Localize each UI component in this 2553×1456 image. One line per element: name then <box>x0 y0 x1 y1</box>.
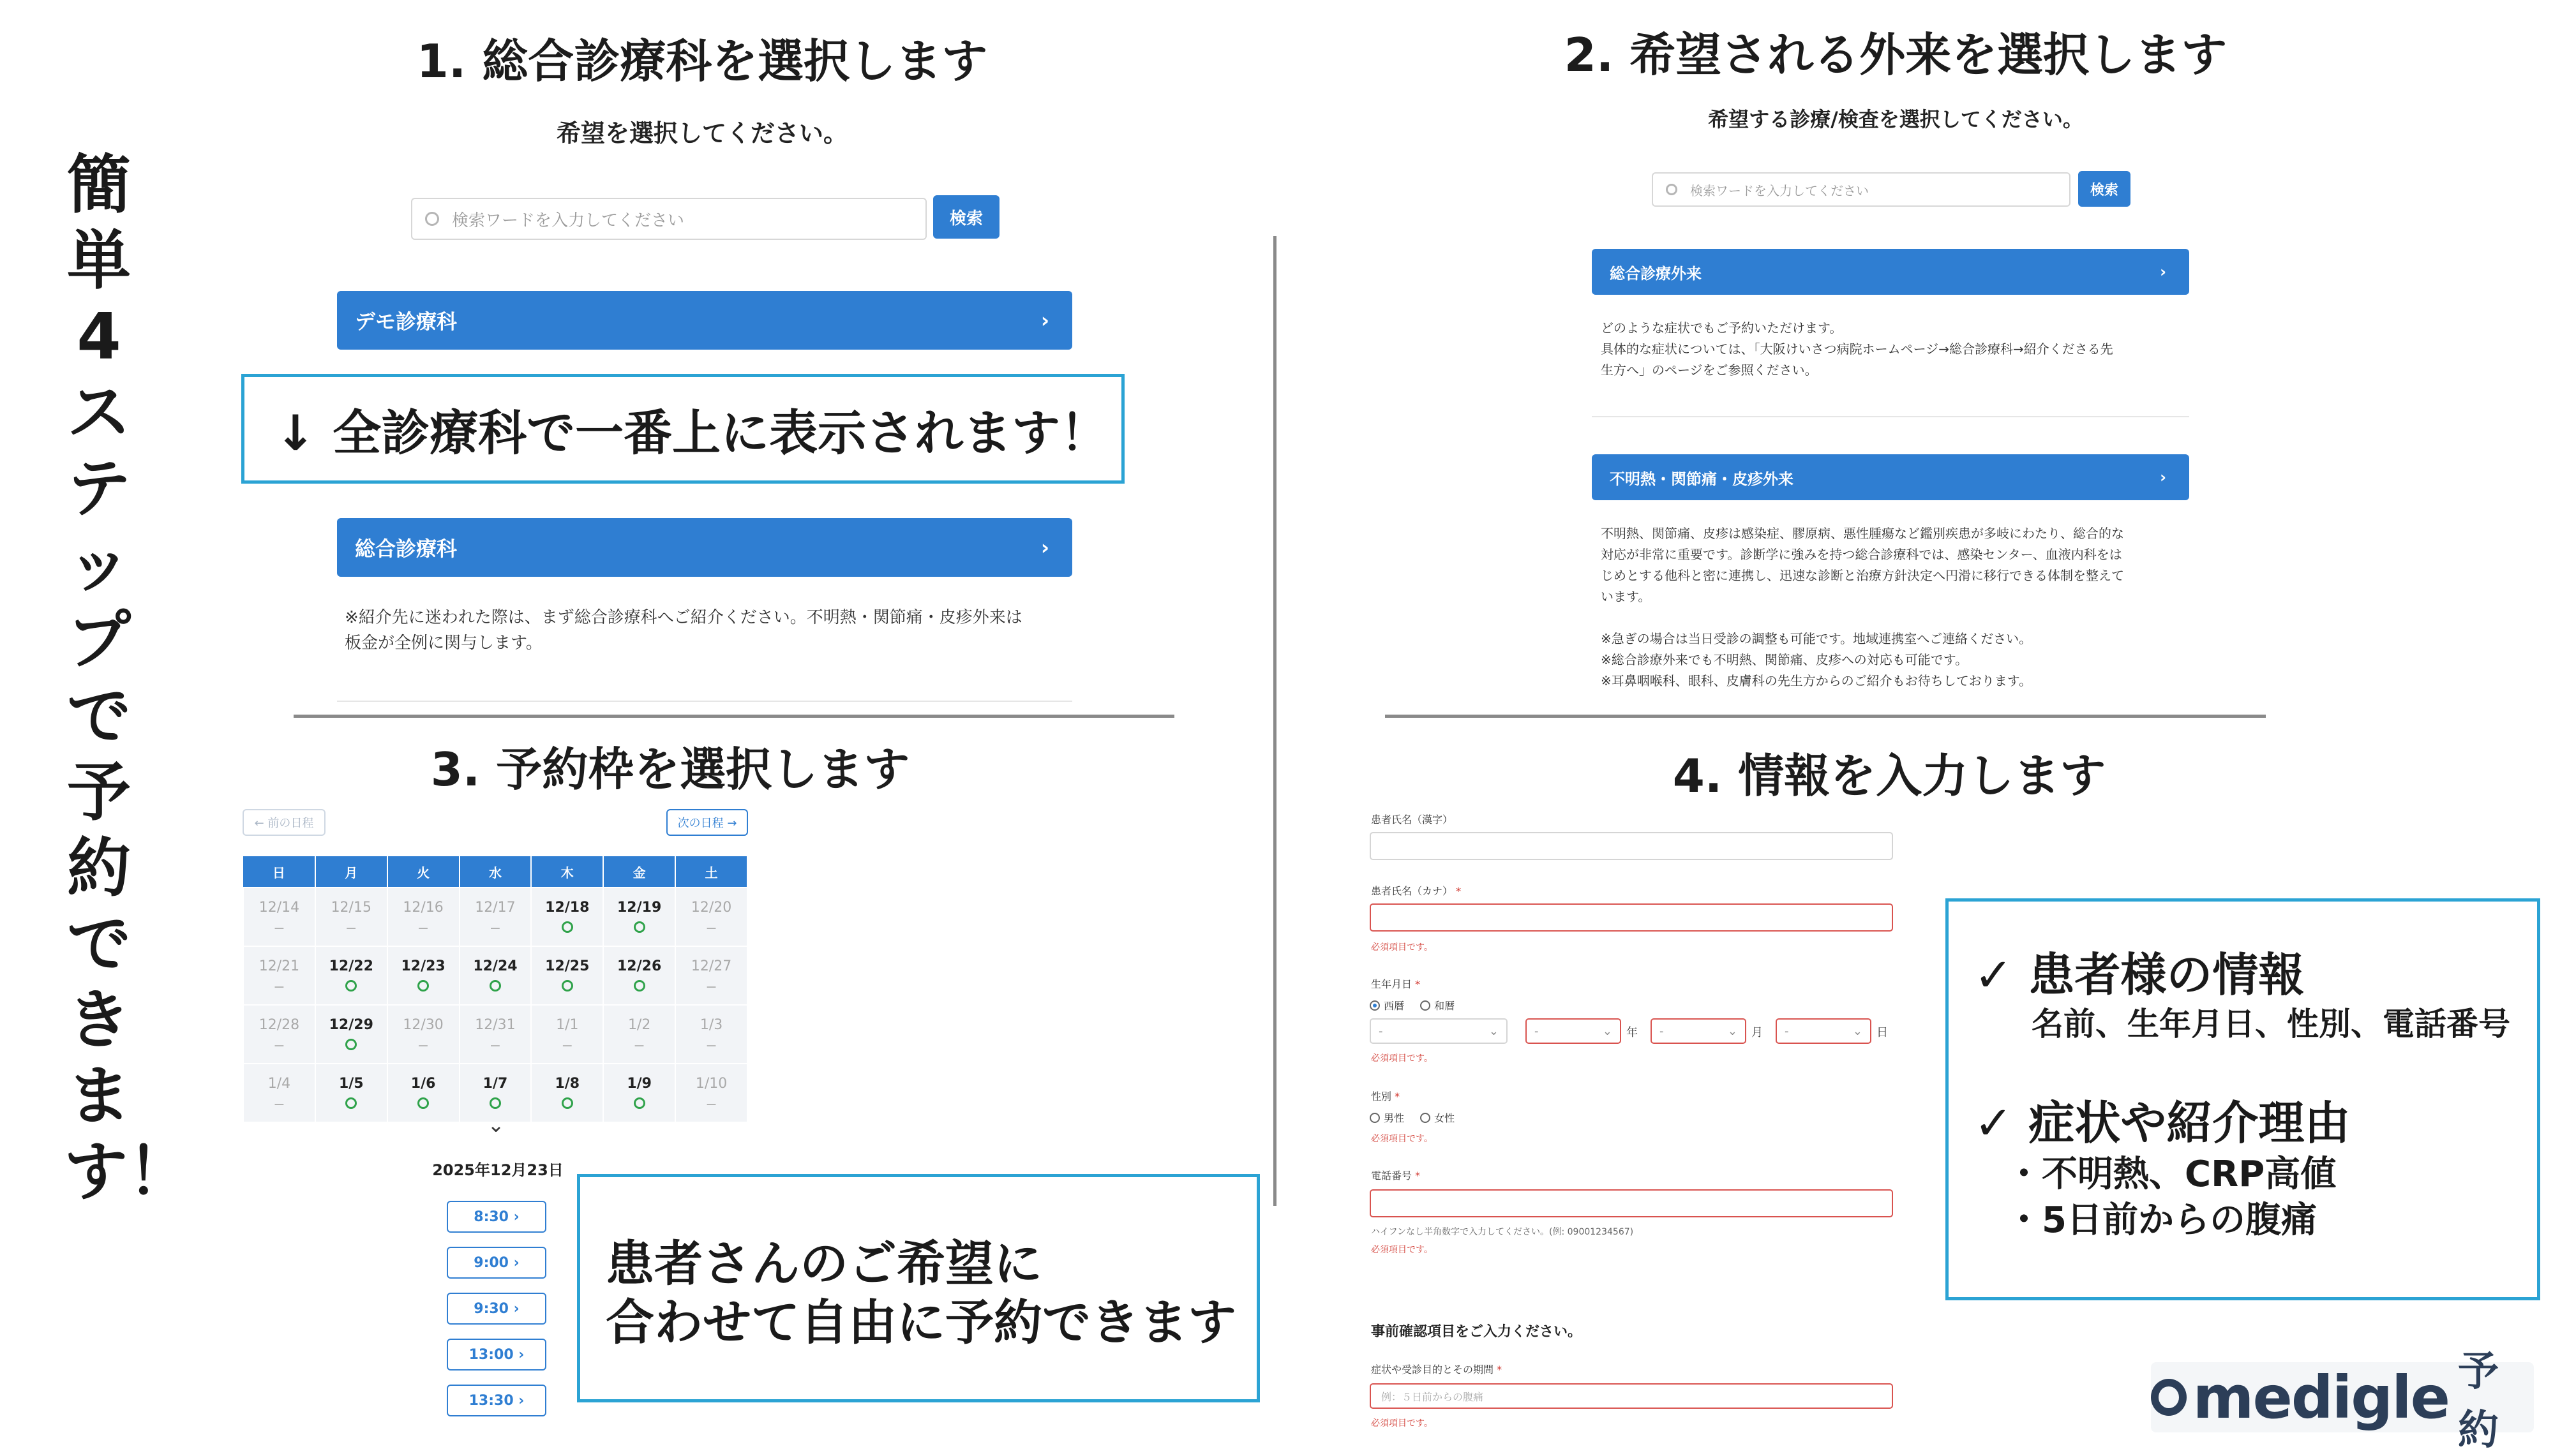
description-line: 具体的な症状については、「大阪けいさつ病院ホームページ→総合診療科→紹介くださる先 <box>1601 341 2113 357</box>
radio-icon <box>1370 1000 1380 1011</box>
phone-label-text: 電話番号 <box>1371 1170 1412 1182</box>
step1-note-line: ※紹介先に迷われた際は、まず総合診療科へご紹介ください。不明熱・関節痛・皮疹外来は <box>345 608 1022 627</box>
description-line: じめとする他科と密に連携し、迅速な診断と治療方針決定へ円滑に移行できる体制を整えて <box>1601 568 2124 583</box>
step1-item-general-label: 総合診療科 <box>355 537 458 561</box>
circle-icon <box>345 980 357 992</box>
chevron-right-icon: › <box>1040 308 1049 332</box>
callout-item2-detail: ・不明熱、CRP高値 <box>2006 1154 2337 1195</box>
unavailable-dash <box>316 921 387 935</box>
calendar-day-unavailable <box>243 888 315 946</box>
calendar-day-available[interactable] <box>531 888 603 946</box>
dash-mark: − <box>417 1037 430 1054</box>
sex-error: 必須項目です。 <box>1371 1134 1433 1144</box>
available-circle-icon <box>316 1038 387 1052</box>
calendar-date: 1/3 <box>700 1016 723 1033</box>
name-kana-input[interactable] <box>1370 903 1893 932</box>
dash-mark: − <box>489 1037 502 1054</box>
calendar-day-available[interactable] <box>315 946 387 1005</box>
symptom-input[interactable] <box>1370 1383 1893 1409</box>
calendar-weekday: 水 <box>460 856 532 888</box>
circle-icon <box>634 921 645 933</box>
dash-mark: − <box>345 920 357 937</box>
step1-item-demo[interactable] <box>337 291 1072 350</box>
step2-item2-description <box>1601 523 2188 692</box>
dash-mark: − <box>489 920 502 937</box>
selected-date: 2025年12月23日 <box>432 1161 564 1179</box>
step3-callout-line: 患者さんのご希望に <box>606 1235 1042 1292</box>
symptom-label-text: 症状や受診目的とその期間 <box>1371 1363 1494 1376</box>
birth-label <box>1371 976 1420 991</box>
calendar-date: 12/18 <box>545 899 590 916</box>
required-mark: * <box>1456 885 1462 897</box>
symptom-placeholder: 例：５日前からの腹痛 <box>1381 1390 1484 1403</box>
time-slot-button[interactable]: 9:00 › <box>447 1247 546 1279</box>
available-circle-icon <box>532 921 603 935</box>
unavailable-dash <box>676 1038 747 1052</box>
calendar-date: 12/27 <box>691 958 732 974</box>
available-circle-icon <box>532 1097 603 1111</box>
step1-callout <box>241 374 1125 484</box>
calendar-date: 1/10 <box>695 1075 728 1092</box>
required-mark: * <box>1415 1170 1421 1182</box>
dash-mark: − <box>417 920 430 937</box>
calendar-day-available[interactable] <box>603 946 675 1005</box>
vertical-divider <box>1273 236 1276 1206</box>
calendar-day-unavailable <box>531 1005 603 1064</box>
step1-search-button[interactable]: 検索 <box>933 195 999 239</box>
circle-icon <box>490 1097 501 1109</box>
calendar-day-unavailable <box>460 1005 532 1064</box>
dash-mark: − <box>273 979 285 995</box>
step2-search-placeholder: 検索ワードを入力してください <box>1690 182 1869 198</box>
calendar-day-unavailable <box>675 888 747 946</box>
dash-mark: − <box>273 1037 285 1054</box>
chevron-down-icon: ⌄ <box>1727 1024 1737 1038</box>
circle-icon <box>562 921 573 933</box>
circle-icon <box>490 980 501 992</box>
calendar-week-row <box>243 946 747 1005</box>
calendar-day-unavailable <box>675 946 747 1005</box>
sex-radio-female[interactable] <box>1420 1110 1455 1125</box>
dash-mark: − <box>705 1037 717 1054</box>
medigle-logo <box>2151 1348 2534 1454</box>
calendar-day-available[interactable] <box>315 1064 387 1122</box>
calendar-date: 1/4 <box>267 1075 291 1092</box>
calendar-day-available[interactable] <box>531 946 603 1005</box>
step1-item-general[interactable] <box>337 518 1072 577</box>
calendar-date: 12/24 <box>473 958 518 974</box>
calendar-date: 12/16 <box>403 899 444 916</box>
calendar-date: 12/14 <box>258 899 300 916</box>
calendar-day-unavailable <box>603 1005 675 1064</box>
calendar-day-available[interactable] <box>460 946 532 1005</box>
calendar-date: 12/19 <box>617 899 662 916</box>
phone-help: ハイフンなし半角数字で入力してください。(例: 09001234567) <box>1371 1227 1634 1237</box>
birth-error: 必須項目です。 <box>1371 1053 1433 1064</box>
year-unit: 年 <box>1626 1026 1638 1039</box>
search-icon <box>425 212 439 226</box>
step3-callout <box>577 1174 1260 1402</box>
calendar-day-unavailable <box>675 1005 747 1064</box>
day-select-value: - <box>1785 1024 1789 1038</box>
unavailable-dash <box>244 1097 315 1111</box>
search-icon <box>1666 184 1677 195</box>
unavailable-dash <box>460 921 531 935</box>
sex-label-text: 性別 <box>1371 1090 1392 1103</box>
circle-icon <box>634 980 645 992</box>
available-circle-icon <box>388 1097 459 1111</box>
calendar-date: 12/23 <box>401 958 445 974</box>
dash-mark: − <box>705 979 717 995</box>
month-select-value: - <box>1659 1024 1664 1038</box>
calendar-date: 1/7 <box>483 1075 508 1092</box>
callout-item1-title: ✓ 患者様の情報 <box>1974 948 2305 1002</box>
day-select[interactable] <box>1776 1018 1871 1044</box>
description-line <box>1601 607 2188 628</box>
symptom-label <box>1371 1362 1502 1376</box>
unavailable-dash <box>460 1038 531 1052</box>
circle-icon <box>345 1097 357 1109</box>
step4-title: 4. 情報を入力します <box>1672 749 2106 803</box>
step2-item-fever-joint-rash[interactable] <box>1592 454 2189 500</box>
dash-mark: − <box>705 920 717 937</box>
name-kana-label-text: 患者氏名（カナ） <box>1371 885 1453 897</box>
step4-callout <box>1945 898 2540 1300</box>
circle-icon <box>417 980 429 992</box>
available-circle-icon <box>388 979 459 993</box>
circle-icon <box>634 1097 645 1109</box>
calendar <box>243 856 748 1123</box>
radio-icon <box>1370 1113 1380 1123</box>
dash-mark: − <box>705 1096 717 1113</box>
month-select[interactable] <box>1651 1018 1746 1044</box>
calendar-date: 1/9 <box>627 1075 652 1092</box>
calendar-date: 12/31 <box>475 1016 516 1033</box>
calendar-week-row <box>243 888 747 946</box>
unavailable-dash <box>532 1038 603 1052</box>
calendar-weekday: 火 <box>387 856 460 888</box>
birth-label-text: 生年月日 <box>1371 978 1412 990</box>
available-circle-icon <box>460 979 531 993</box>
available-circle-icon <box>460 1097 531 1111</box>
time-slot-button[interactable]: 8:30 › <box>447 1201 546 1233</box>
chevron-down-icon: ⌄ <box>1488 1024 1499 1038</box>
description-line: 不明熱、関節痛、皮疹は感染症、膠原病、悪性腫瘍など鑑別疾患が多岐にわたり、総合的な <box>1601 526 2124 541</box>
time-slot-button[interactable]: 9:30 › <box>447 1293 546 1325</box>
calendar-day-unavailable <box>460 888 532 946</box>
era-select[interactable] <box>1370 1018 1508 1044</box>
step1-item-demo-label: デモ診療科 <box>355 309 458 334</box>
step1-note-line: 板金が全例に関与します。 <box>345 634 543 653</box>
unavailable-dash <box>388 921 459 935</box>
calendar-date: 12/28 <box>258 1016 300 1033</box>
step2-item-fever-joint-rash-label: 不明熱・関節痛・皮疹外来 <box>1610 470 1793 488</box>
unavailable-dash <box>244 1038 315 1052</box>
era-option-label: 和暦 <box>1434 1000 1455 1012</box>
day-unit: 日 <box>1876 1026 1888 1039</box>
calendar-date: 12/25 <box>545 958 590 974</box>
calendar-date: 12/29 <box>329 1016 373 1033</box>
available-circle-icon <box>316 1097 387 1111</box>
step2-item-general-outpatient[interactable] <box>1592 249 2189 295</box>
calendar-date: 12/20 <box>691 899 732 916</box>
sex-radio-male[interactable] <box>1370 1110 1404 1125</box>
radio-icon <box>1420 1000 1430 1011</box>
calendar-week-row <box>243 1005 747 1064</box>
chevron-down-icon[interactable]: ⌄ <box>487 1113 505 1137</box>
prev-dates-button[interactable]: ← 前の日程 <box>243 809 326 836</box>
name-kana-error: 必須項目です。 <box>1371 942 1433 953</box>
description-line: どのような症状でもご予約いただけます。 <box>1601 320 1843 336</box>
era-select-value: - <box>1379 1024 1383 1038</box>
calendar-date: 12/17 <box>475 899 516 916</box>
callout-item2-title: ✓ 症状や紹介理由 <box>1974 1096 2351 1150</box>
chevron-right-icon: › <box>1040 535 1049 560</box>
dash-mark: − <box>273 920 285 937</box>
available-circle-icon <box>604 1097 675 1111</box>
description-line: ※耳鼻咽喉科、眼科、皮膚科の先生方からのご紹介もお待ちしております。 <box>1601 673 2032 688</box>
time-slot-button[interactable]: 13:30 › <box>447 1385 546 1416</box>
era-radio-wareki[interactable] <box>1420 998 1455 1013</box>
era-option-label: 西暦 <box>1384 1000 1405 1012</box>
required-mark: * <box>1415 978 1421 990</box>
name-kana-label <box>1371 883 1461 898</box>
calendar-day-available[interactable] <box>315 1005 387 1064</box>
dash-mark: − <box>633 1037 645 1054</box>
unavailable-dash <box>676 979 747 993</box>
unavailable-dash <box>604 1038 675 1052</box>
description-line: います。 <box>1601 589 1651 604</box>
year-select-value: - <box>1534 1024 1539 1038</box>
radio-icon <box>1420 1113 1430 1123</box>
unavailable-dash <box>388 1038 459 1052</box>
step3-title: 3. 予約枠を選択します <box>430 743 910 796</box>
circle-icon <box>562 1097 573 1109</box>
calendar-day-available[interactable] <box>603 1064 675 1122</box>
step2-item1-description <box>1601 318 2188 381</box>
calendar-weekday: 金 <box>603 856 675 888</box>
description-line: 生方へ」のページをご参照ください。 <box>1601 362 1818 378</box>
available-circle-icon <box>532 979 603 993</box>
chevron-down-icon: ⌄ <box>1852 1024 1862 1038</box>
next-dates-button[interactable]: 次の日程 → <box>666 809 748 836</box>
dash-mark: − <box>561 1037 574 1054</box>
calendar-day-unavailable <box>243 1005 315 1064</box>
step1-title: 1. 総合診療科を選択します <box>416 34 988 88</box>
step2-search-button[interactable]: 検索 <box>2078 171 2130 207</box>
logo-q-icon <box>2151 1379 2187 1416</box>
calendar-day-available[interactable] <box>531 1064 603 1122</box>
month-unit: 月 <box>1751 1026 1763 1039</box>
calendar-weekday: 木 <box>531 856 603 888</box>
chevron-down-icon: ⌄ <box>1602 1024 1612 1038</box>
description-line: ※急ぎの場合は当日受診の調整も可能です。地域連携室へご連絡ください。 <box>1601 631 2032 646</box>
divider-right <box>1385 715 2266 718</box>
circle-icon <box>417 1097 429 1109</box>
calendar-day-available[interactable] <box>387 1064 460 1122</box>
phone-input[interactable] <box>1370 1189 1893 1217</box>
calendar-date: 12/21 <box>258 958 300 974</box>
calendar-day-available[interactable] <box>387 946 460 1005</box>
step2-title: 2. 希望される外来を選択します <box>1564 28 2227 82</box>
unavailable-dash <box>244 979 315 993</box>
dash-mark: − <box>273 1096 285 1113</box>
chevron-right-icon: › <box>2160 468 2166 486</box>
sex-option-label: 女性 <box>1434 1112 1455 1124</box>
circle-icon <box>562 980 573 992</box>
chevron-right-icon: › <box>2160 263 2166 281</box>
unavailable-dash <box>244 921 315 935</box>
step2-list-divider <box>1592 416 2189 417</box>
unavailable-dash <box>676 921 747 935</box>
calendar-date: 1/5 <box>338 1075 364 1092</box>
description-line: ※総合診療外来でも不明熱、関節痛、皮疹への対応も可能です。 <box>1601 652 1968 667</box>
calendar-day-unavailable <box>243 1064 315 1122</box>
step1-subtitle: 希望を選択してください。 <box>556 119 848 147</box>
sex-radio-group <box>1370 1110 1467 1125</box>
calendar-day-unavailable <box>387 888 460 946</box>
side-title: 簡単4ステップで予約できます！ <box>64 147 191 1209</box>
calendar-day-unavailable <box>387 1005 460 1064</box>
name-kanji-label: 患者氏名（漢字） <box>1371 813 1453 826</box>
step1-callout-text: ↓ 全診療科で一番上に表示されます！ <box>275 404 1109 461</box>
calendar-date: 1/6 <box>410 1075 436 1092</box>
sex-label <box>1371 1088 1400 1103</box>
circle-icon <box>345 1039 357 1050</box>
time-slot-button[interactable]: 13:00 › <box>447 1339 546 1371</box>
step2-search-input[interactable] <box>1652 172 2070 207</box>
unavailable-dash <box>676 1097 747 1111</box>
era-radio-group <box>1370 998 1467 1013</box>
callout-item2-detail: ・5日前からの腹痛 <box>2006 1200 2317 1241</box>
available-circle-icon <box>604 921 675 935</box>
step1-note <box>345 605 1079 656</box>
calendar-date: 1/1 <box>556 1016 579 1033</box>
logo-brand: medigle <box>2192 1363 2450 1432</box>
calendar-date: 12/30 <box>403 1016 444 1033</box>
required-mark: * <box>1395 1090 1400 1103</box>
available-circle-icon <box>316 979 387 993</box>
step2-subtitle: 希望する診療/検査を選択してください。 <box>1708 107 2083 131</box>
divider-left <box>294 715 1174 718</box>
calendar-weekday: 土 <box>675 856 747 888</box>
step1-search-input[interactable] <box>411 198 927 240</box>
description-line: 対応が非常に重要です。診断学に強みを持つ総合診療科では、感染センター、血液内科をは <box>1601 547 2122 562</box>
step1-list-divider <box>337 701 1072 702</box>
calendar-weekday: 日 <box>243 856 315 888</box>
calendar-weekday: 月 <box>315 856 387 888</box>
required-mark: * <box>1497 1363 1502 1376</box>
year-select[interactable] <box>1525 1018 1621 1044</box>
symptom-error: 必須項目です。 <box>1371 1418 1433 1429</box>
calendar-weekday-row <box>243 856 747 888</box>
era-radio-seireki[interactable] <box>1370 998 1404 1013</box>
callout-item1-detail: 名前、生年月日、性別、電話番号 <box>2032 1006 2510 1043</box>
step3-callout-line: 合わせて自由に予約できます <box>606 1294 1236 1351</box>
calendar-date: 12/22 <box>329 958 373 974</box>
calendar-day-available[interactable] <box>603 888 675 946</box>
calendar-date: 1/8 <box>555 1075 580 1092</box>
calendar-day-unavailable <box>243 946 315 1005</box>
sex-option-label: 男性 <box>1384 1112 1405 1124</box>
calendar-date: 12/15 <box>331 899 371 916</box>
step1-search-placeholder: 検索ワードを入力してください <box>452 211 685 230</box>
calendar-date: 1/2 <box>627 1016 651 1033</box>
phone-error: 必須項目です。 <box>1371 1245 1433 1255</box>
calendar-date: 12/26 <box>617 958 662 974</box>
available-circle-icon <box>604 979 675 993</box>
logo-suffix: 予約 <box>2458 1348 2499 1454</box>
calendar-day-unavailable <box>315 888 387 946</box>
name-kanji-input[interactable] <box>1370 832 1893 860</box>
calendar-day-unavailable <box>675 1064 747 1122</box>
phone-label <box>1371 1168 1420 1182</box>
step2-item-general-outpatient-label: 総合診療外来 <box>1610 264 1702 283</box>
precheck-heading: 事前確認項目をご入力ください。 <box>1371 1324 1582 1340</box>
